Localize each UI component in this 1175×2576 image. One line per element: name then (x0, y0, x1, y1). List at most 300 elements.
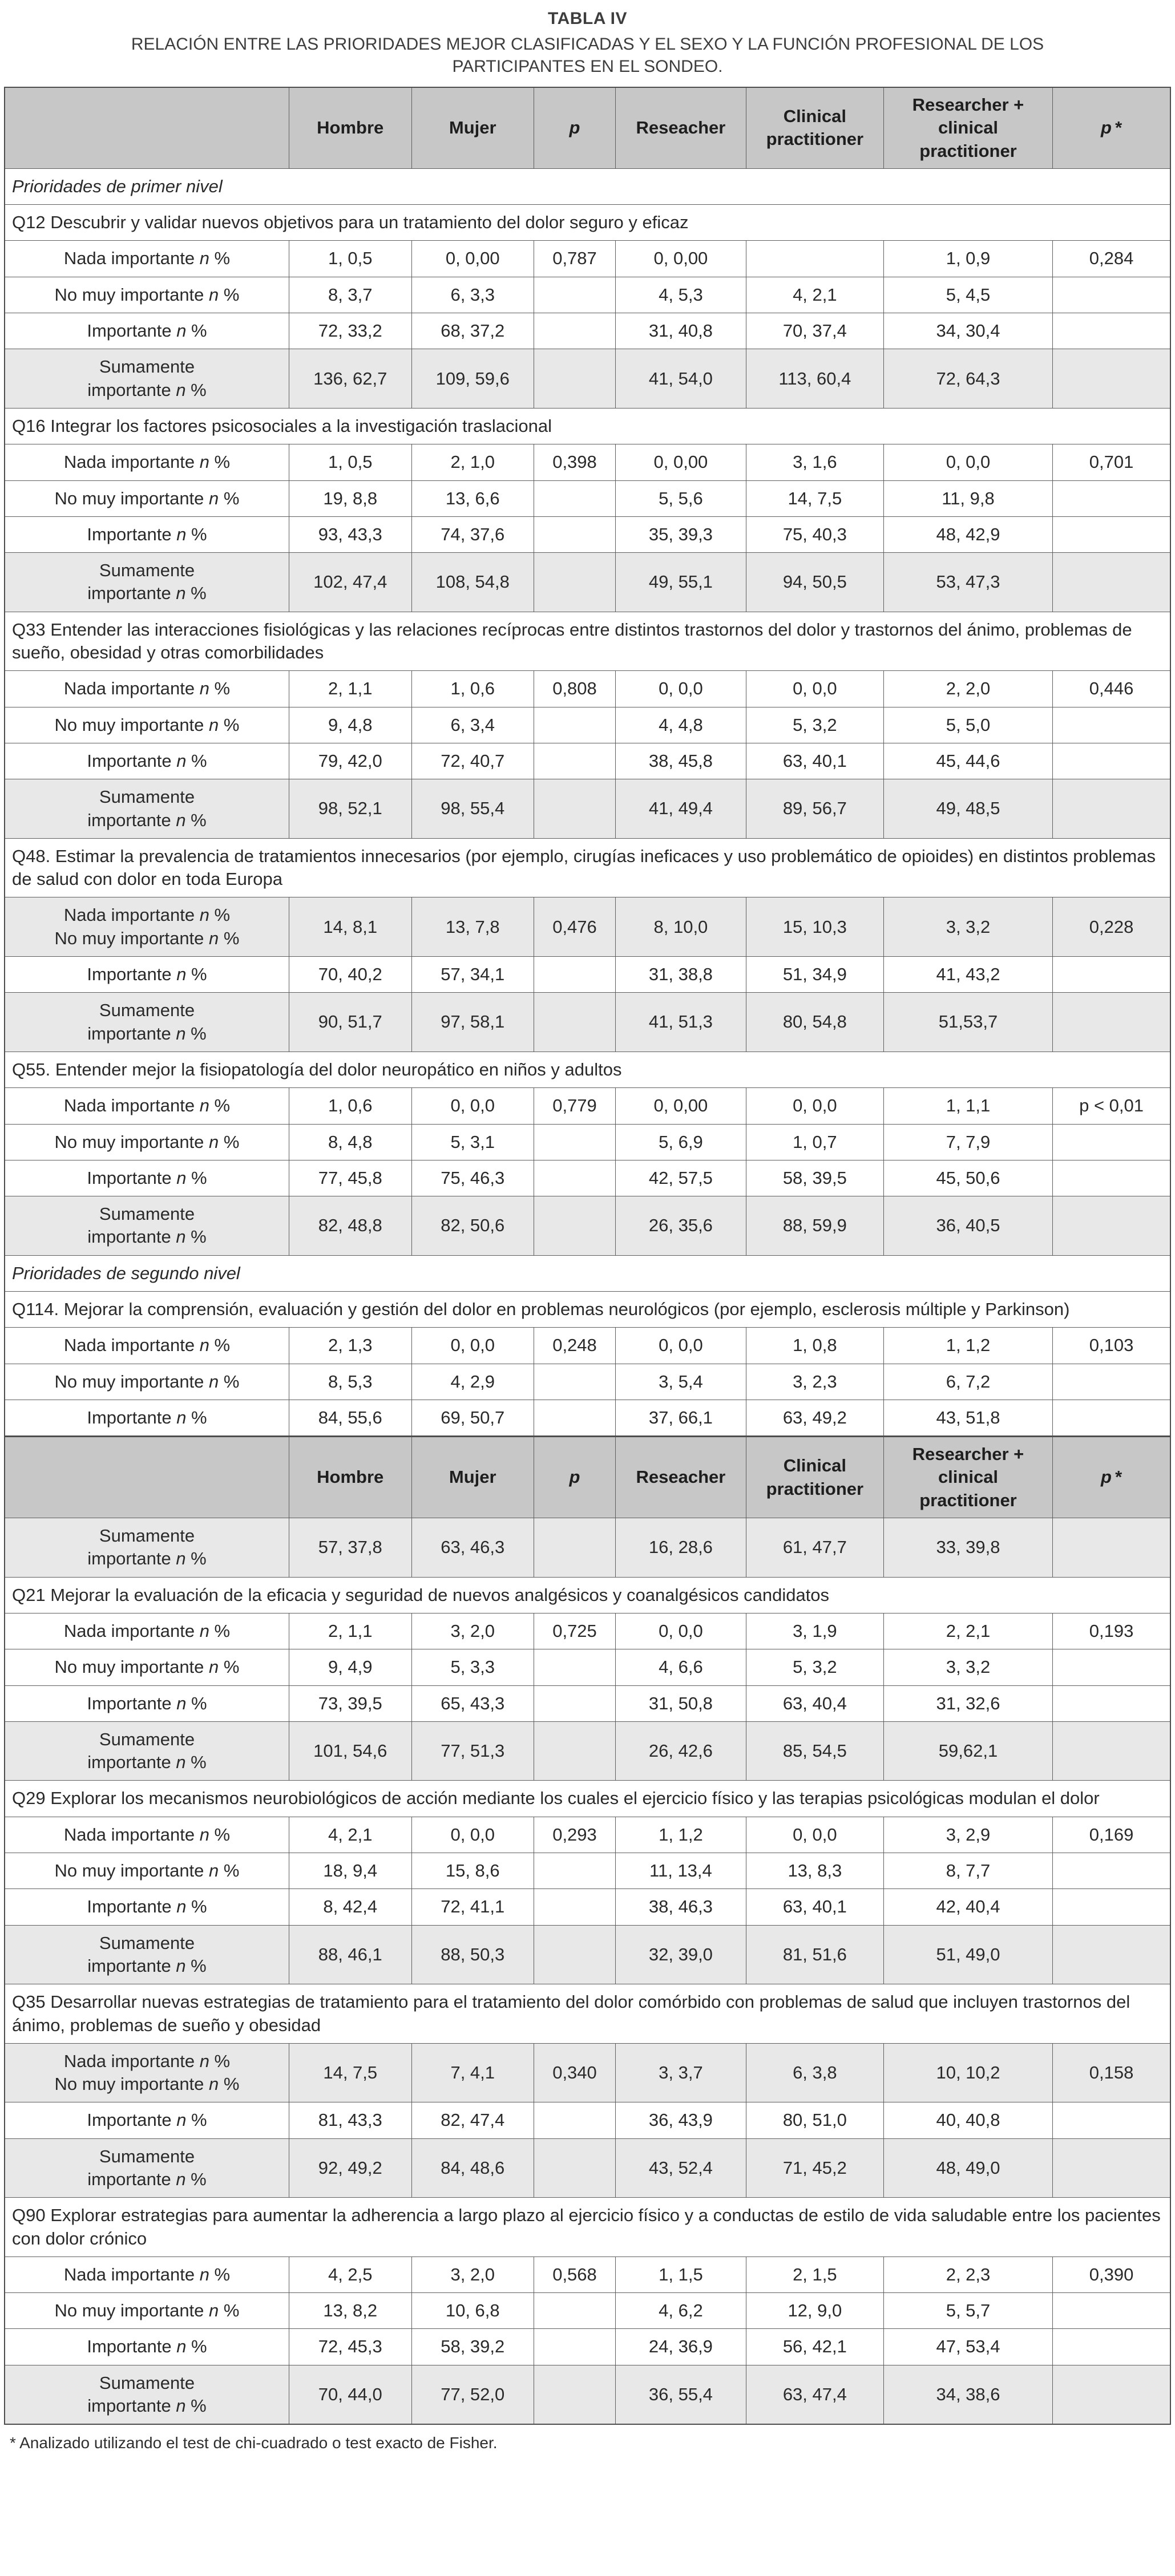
footnote: * Analizado utilizando el test de chi-cuadrado o test exacto de Fisher. (10, 2434, 498, 2452)
value-cell (534, 1925, 616, 1984)
row-label: No muy importante n % (5, 2293, 289, 2329)
value-cell (534, 2329, 616, 2365)
data-row (5, 277, 1170, 313)
value-cell (1053, 1685, 1170, 1721)
value-cell: 97, 58,1 (411, 993, 534, 1052)
question-text: Q48. Estimar la prevalencia de tratamientos innecesarios (por ejemplo, cirugías ineficaces y uso problemático de opioides) en distintos problemas de salud con dolor en toda Europa (5, 838, 1170, 897)
value-cell: 88, 50,3 (411, 1925, 534, 1984)
data-row (5, 779, 1170, 839)
value-cell: 0,787 (534, 241, 616, 277)
value-cell: 3, 5,4 (616, 1364, 746, 1400)
data-row (5, 1364, 1170, 1400)
column-header-blank (5, 1437, 289, 1518)
table-header-row-repeat (5, 1437, 1170, 1518)
value-cell: 14, 8,1 (289, 897, 412, 957)
value-cell: 1, 0,8 (746, 1328, 883, 1364)
section-row (5, 1255, 1170, 1291)
question-text: Q12 Descubrir y validar nuevos objetivos para un tratamiento del dolor seguro y eficaz (5, 205, 1170, 241)
row-label: Nada importante n % (5, 241, 289, 277)
value-cell: 45, 50,6 (883, 1160, 1052, 1196)
data-row (5, 2102, 1170, 2138)
value-cell: 5, 5,6 (616, 480, 746, 516)
value-cell: 6, 3,4 (411, 707, 534, 743)
row-label: Sumamente importante n % (5, 2138, 289, 2198)
value-cell: 75, 46,3 (411, 1160, 534, 1196)
value-cell: 63, 47,4 (746, 2365, 883, 2424)
value-cell: 41, 49,4 (616, 779, 746, 839)
value-cell (534, 553, 616, 612)
value-cell: 13, 8,3 (746, 1853, 883, 1889)
value-cell: 63, 40,1 (746, 1889, 883, 1925)
value-cell: 0,293 (534, 1817, 616, 1853)
value-cell (534, 1124, 616, 1160)
value-cell (1053, 1160, 1170, 1196)
value-cell: 7, 7,9 (883, 1124, 1052, 1160)
value-cell: 74, 37,6 (411, 516, 534, 552)
value-cell: 0,701 (1053, 444, 1170, 480)
value-cell: 10, 10,2 (883, 2043, 1052, 2102)
value-cell: 70, 40,2 (289, 957, 412, 993)
value-cell: 8, 42,4 (289, 1889, 412, 1925)
column-header-mujer: Mujer (411, 87, 534, 168)
value-cell: 42, 40,4 (883, 1889, 1052, 1925)
value-cell: 49, 55,1 (616, 553, 746, 612)
value-cell: 14, 7,5 (746, 480, 883, 516)
value-cell (1053, 2329, 1170, 2365)
value-cell: 49, 48,5 (883, 779, 1052, 839)
data-row (5, 2043, 1170, 2102)
value-cell: 81, 51,6 (746, 1925, 883, 1984)
data-row (5, 1613, 1170, 1649)
value-cell: 90, 51,7 (289, 993, 412, 1052)
value-cell (534, 1853, 616, 1889)
value-cell: 0,158 (1053, 2043, 1170, 2102)
value-cell: 38, 46,3 (616, 1889, 746, 1925)
row-label: No muy importante n % (5, 1649, 289, 1685)
value-cell (534, 993, 616, 1052)
value-cell: 0, 0,00 (616, 1088, 746, 1124)
value-cell: 58, 39,2 (411, 2329, 534, 2365)
value-cell (1053, 743, 1170, 779)
value-cell: 3, 2,0 (411, 1613, 534, 1649)
value-cell: 0, 0,00 (616, 444, 746, 480)
data-row (5, 1328, 1170, 1364)
value-cell: 31, 40,8 (616, 313, 746, 349)
value-cell (534, 1400, 616, 1436)
value-cell: 4, 2,1 (289, 1817, 412, 1853)
value-cell (1053, 2102, 1170, 2138)
value-cell: 0, 0,00 (616, 241, 746, 277)
value-cell: 37, 66,1 (616, 1400, 746, 1436)
value-cell (1053, 2365, 1170, 2424)
data-row (5, 1685, 1170, 1721)
value-cell (1053, 1124, 1170, 1160)
section-row (5, 168, 1170, 204)
row-label: Importante n % (5, 1889, 289, 1925)
value-cell: 31, 38,8 (616, 957, 746, 993)
value-cell: 63, 40,1 (746, 743, 883, 779)
row-label: Importante n % (5, 2329, 289, 2365)
value-cell: 77, 52,0 (411, 2365, 534, 2424)
value-cell: 63, 40,4 (746, 1685, 883, 1721)
value-cell: 18, 9,4 (289, 1853, 412, 1889)
data-row (5, 897, 1170, 957)
value-cell: 43, 51,8 (883, 1400, 1052, 1436)
value-cell: 31, 32,6 (883, 1685, 1052, 1721)
question-text: Q35 Desarrollar nuevas estrategias de tratamiento para el tratamiento del dolor comórbido con problemas de salud que incluyen trastornos del ánimo, problemas de sueño y obesidad (5, 1984, 1170, 2044)
value-cell: 72, 41,1 (411, 1889, 534, 1925)
table-title: TABLA IV (548, 9, 627, 28)
value-cell: 4, 2,1 (746, 277, 883, 313)
value-cell: 77, 45,8 (289, 1160, 412, 1196)
section-title: Prioridades de segundo nivel (5, 1255, 1170, 1291)
value-cell (534, 1649, 616, 1685)
value-cell: 42, 57,5 (616, 1160, 746, 1196)
value-cell (1053, 1518, 1170, 1578)
row-label: Importante n % (5, 1160, 289, 1196)
data-row (5, 2256, 1170, 2292)
value-cell (534, 1518, 616, 1578)
value-cell: 61, 47,7 (746, 1518, 883, 1578)
value-cell: 1, 0,9 (883, 241, 1052, 277)
value-cell (534, 1685, 616, 1721)
value-cell: 0,284 (1053, 241, 1170, 277)
data-row (5, 1721, 1170, 1781)
value-cell: 33, 39,8 (883, 1518, 1052, 1578)
value-cell (1053, 1889, 1170, 1925)
value-cell: 72, 64,3 (883, 349, 1052, 409)
value-cell: 93, 43,3 (289, 516, 412, 552)
value-cell: 70, 44,0 (289, 2365, 412, 2424)
question-text: Q33 Entender las interacciones fisiológicas y las relaciones recíprocas entre distintos trastornos del dolor y trastornos del ánimo, problemas de sueño, obesidad y otras comorbilidades (5, 612, 1170, 671)
data-row (5, 1889, 1170, 1925)
row-label: Nada importante n % No muy importante n % (5, 2043, 289, 2102)
value-cell: 0, 0,0 (616, 1613, 746, 1649)
question-text: Q16 Integrar los factores psicosociales a la investigación traslacional (5, 408, 1170, 444)
value-cell: 56, 42,1 (746, 2329, 883, 2365)
value-cell: 0,390 (1053, 2256, 1170, 2292)
value-cell (1053, 516, 1170, 552)
data-row (5, 516, 1170, 552)
value-cell: 41, 43,2 (883, 957, 1052, 993)
column-header-blank (5, 87, 289, 168)
value-cell: 2, 2,1 (883, 1613, 1052, 1649)
value-cell: 3, 2,9 (883, 1817, 1052, 1853)
value-cell: 5, 6,9 (616, 1124, 746, 1160)
value-cell: 75, 40,3 (746, 516, 883, 552)
value-cell: 11, 9,8 (883, 480, 1052, 516)
row-label: Importante n % (5, 1400, 289, 1436)
value-cell: 2, 1,0 (411, 444, 534, 480)
value-cell: 16, 28,6 (616, 1518, 746, 1578)
row-label: Sumamente importante n % (5, 553, 289, 612)
value-cell: 84, 55,6 (289, 1400, 412, 1436)
data-row (5, 349, 1170, 409)
data-row (5, 1088, 1170, 1124)
column-header-p: p * (1053, 1437, 1170, 1518)
value-cell: 41, 54,0 (616, 349, 746, 409)
value-cell: 0, 0,0 (746, 1088, 883, 1124)
value-cell: 71, 45,2 (746, 2138, 883, 2198)
value-cell: 36, 55,4 (616, 2365, 746, 2424)
row-label: Sumamente importante n % (5, 1925, 289, 1984)
question-text: Q55. Entender mejor la fisiopatología del dolor neuropático en niños y adultos (5, 1052, 1170, 1087)
value-cell (1053, 1721, 1170, 1781)
data-row (5, 1196, 1170, 1256)
value-cell: 0, 0,0 (746, 671, 883, 707)
value-cell: 0, 0,0 (411, 1328, 534, 1364)
value-cell: 79, 42,0 (289, 743, 412, 779)
value-cell: 82, 48,8 (289, 1196, 412, 1256)
value-cell: 1, 0,5 (289, 241, 412, 277)
data-row (5, 1649, 1170, 1685)
value-cell: 40, 40,8 (883, 2102, 1052, 2138)
value-cell: 51, 49,0 (883, 1925, 1052, 1984)
value-cell: 8, 4,8 (289, 1124, 412, 1160)
value-cell: 0,248 (534, 1328, 616, 1364)
value-cell: 1, 1,1 (883, 1088, 1052, 1124)
value-cell (1053, 1925, 1170, 1984)
value-cell: 0, 0,0 (411, 1817, 534, 1853)
value-cell (534, 957, 616, 993)
value-cell (534, 1721, 616, 1781)
value-cell: 1, 1,2 (616, 1817, 746, 1853)
data-row (5, 2293, 1170, 2329)
row-label: No muy importante n % (5, 277, 289, 313)
value-cell: 48, 49,0 (883, 2138, 1052, 2198)
value-cell: 51,53,7 (883, 993, 1052, 1052)
column-header-hombre: Hombre (289, 87, 412, 168)
value-cell: 82, 47,4 (411, 2102, 534, 2138)
value-cell: 12, 9,0 (746, 2293, 883, 2329)
row-label: No muy importante n % (5, 1853, 289, 1889)
value-cell: 0, 0,0 (616, 671, 746, 707)
value-cell: 4, 6,6 (616, 1649, 746, 1685)
value-cell (534, 1364, 616, 1400)
value-cell: 57, 34,1 (411, 957, 534, 993)
value-cell: 8, 5,3 (289, 1364, 412, 1400)
value-cell (534, 480, 616, 516)
value-cell (534, 1196, 616, 1256)
value-cell: 36, 43,9 (616, 2102, 746, 2138)
column-header-p: p * (1053, 87, 1170, 168)
question-row (5, 612, 1170, 671)
data-row (5, 2365, 1170, 2424)
value-cell: 5, 4,5 (883, 277, 1052, 313)
value-cell (534, 2293, 616, 2329)
value-cell (534, 1160, 616, 1196)
row-label: Nada importante n % (5, 2256, 289, 2292)
row-label: Nada importante n % (5, 1328, 289, 1364)
column-header-reseacher: Reseacher (616, 87, 746, 168)
value-cell: 5, 5,0 (883, 707, 1052, 743)
column-header-clinical-practitioner: Clinical practitioner (746, 1437, 883, 1518)
value-cell: 5, 5,7 (883, 2293, 1052, 2329)
value-cell: 9, 4,8 (289, 707, 412, 743)
value-cell (1053, 480, 1170, 516)
value-cell: 19, 8,8 (289, 480, 412, 516)
value-cell: 113, 60,4 (746, 349, 883, 409)
row-label: Nada importante n % (5, 1613, 289, 1649)
value-cell: 4, 4,8 (616, 707, 746, 743)
value-cell: 72, 45,3 (289, 2329, 412, 2365)
value-cell: 13, 8,2 (289, 2293, 412, 2329)
value-cell: 0,340 (534, 2043, 616, 2102)
value-cell: 1, 0,6 (411, 671, 534, 707)
data-row (5, 1925, 1170, 1984)
value-cell (1053, 779, 1170, 839)
value-cell: 4, 6,2 (616, 2293, 746, 2329)
data-row (5, 444, 1170, 480)
value-cell: 14, 7,5 (289, 2043, 412, 2102)
column-header-mujer: Mujer (411, 1437, 534, 1518)
column-header-researcher-clinical-practitioner: Researcher + clinical practitioner (883, 1437, 1052, 1518)
value-cell (534, 313, 616, 349)
data-row (5, 1853, 1170, 1889)
value-cell: 36, 40,5 (883, 1196, 1052, 1256)
value-cell: 0, 0,0 (883, 444, 1052, 480)
row-label: No muy importante n % (5, 1124, 289, 1160)
value-cell: 82, 50,6 (411, 1196, 534, 1256)
value-cell: 2, 1,3 (289, 1328, 412, 1364)
value-cell: 47, 53,4 (883, 2329, 1052, 2365)
value-cell: 85, 54,5 (746, 1721, 883, 1781)
value-cell: 65, 43,3 (411, 1685, 534, 1721)
question-row (5, 2198, 1170, 2257)
question-row (5, 1781, 1170, 1817)
value-cell (534, 277, 616, 313)
value-cell: 0,808 (534, 671, 616, 707)
data-row (5, 2138, 1170, 2198)
row-label: Sumamente importante n % (5, 779, 289, 839)
value-cell: 98, 52,1 (289, 779, 412, 839)
value-cell (534, 349, 616, 409)
value-cell: 32, 39,0 (616, 1925, 746, 1984)
value-cell: 102, 47,4 (289, 553, 412, 612)
value-cell: 43, 52,4 (616, 2138, 746, 2198)
value-cell: 98, 55,4 (411, 779, 534, 839)
value-cell: 0, 0,0 (746, 1817, 883, 1853)
value-cell: 92, 49,2 (289, 2138, 412, 2198)
value-cell: 4, 2,9 (411, 1364, 534, 1400)
value-cell: 2, 1,5 (746, 2256, 883, 2292)
question-row (5, 838, 1170, 897)
title-block (4, 9, 1171, 78)
value-cell: 0,169 (1053, 1817, 1170, 1853)
value-cell: 26, 35,6 (616, 1196, 746, 1256)
value-cell: 5, 3,3 (411, 1649, 534, 1685)
value-cell: 3, 1,9 (746, 1613, 883, 1649)
question-text: Q90 Explorar estrategias para aumentar la adherencia a largo plazo al ejercicio físico y a conductas de estilo de vida saludable entre los pacientes con dolor crónico (5, 2198, 1170, 2257)
data-row (5, 553, 1170, 612)
column-header-p: p (534, 87, 616, 168)
table-subtitle: RELACIÓN ENTRE LAS PRIORIDADES MEJOR CLASIFICADAS Y EL SEXO Y LA FUNCIÓN PROFESIONAL DE LOS PARTICIPANTES EN EL SONDEO. (131, 35, 1044, 76)
value-cell: 3, 2,3 (746, 1364, 883, 1400)
value-cell (1053, 313, 1170, 349)
value-cell: 108, 54,8 (411, 553, 534, 612)
value-cell: 94, 50,5 (746, 553, 883, 612)
data-row (5, 707, 1170, 743)
value-cell: 5, 3,2 (746, 1649, 883, 1685)
value-cell: 3, 1,6 (746, 444, 883, 480)
value-cell: 3, 3,2 (883, 1649, 1052, 1685)
value-cell: 53, 47,3 (883, 553, 1052, 612)
row-label: Sumamente importante n % (5, 2365, 289, 2424)
value-cell: 2, 2,3 (883, 2256, 1052, 2292)
value-cell: 69, 50,7 (411, 1400, 534, 1436)
value-cell (1053, 2293, 1170, 2329)
row-label: Sumamente importante n % (5, 1196, 289, 1256)
value-cell: 0,725 (534, 1613, 616, 1649)
value-cell: 101, 54,6 (289, 1721, 412, 1781)
question-row (5, 1984, 1170, 2044)
question-text: Q21 Mejorar la evaluación de la eficacia y seguridad de nuevos analgésicos y coanalgésicos candidatos (5, 1577, 1170, 1613)
value-cell: 0,446 (1053, 671, 1170, 707)
value-cell: 5, 3,2 (746, 707, 883, 743)
value-cell: 89, 56,7 (746, 779, 883, 839)
value-cell: 0, 0,0 (616, 1328, 746, 1364)
value-cell: 7, 4,1 (411, 2043, 534, 2102)
value-cell: 38, 45,8 (616, 743, 746, 779)
value-cell: 68, 37,2 (411, 313, 534, 349)
value-cell: 0,476 (534, 897, 616, 957)
value-cell (1053, 993, 1170, 1052)
question-row (5, 1577, 1170, 1613)
value-cell: 136, 62,7 (289, 349, 412, 409)
value-cell: 1, 0,6 (289, 1088, 412, 1124)
value-cell (1053, 1400, 1170, 1436)
value-cell: 2, 1,1 (289, 671, 412, 707)
question-row (5, 408, 1170, 444)
value-cell: 1, 0,5 (289, 444, 412, 480)
value-cell (1053, 349, 1170, 409)
value-cell (534, 779, 616, 839)
value-cell: 72, 33,2 (289, 313, 412, 349)
data-row (5, 671, 1170, 707)
value-cell: 0, 0,00 (411, 241, 534, 277)
row-label: Nada importante n % No muy importante n % (5, 897, 289, 957)
value-cell: 5, 3,1 (411, 1124, 534, 1160)
value-cell (1053, 1196, 1170, 1256)
value-cell: 3, 3,2 (883, 897, 1052, 957)
data-row (5, 2329, 1170, 2365)
value-cell: 72, 40,7 (411, 743, 534, 779)
row-label: Nada importante n % (5, 444, 289, 480)
value-cell: 11, 13,4 (616, 1853, 746, 1889)
column-header-hombre: Hombre (289, 1437, 412, 1518)
value-cell: 45, 44,6 (883, 743, 1052, 779)
value-cell (534, 1889, 616, 1925)
data-row (5, 1817, 1170, 1853)
data-row (5, 957, 1170, 993)
data-row (5, 1124, 1170, 1160)
value-cell: 15, 10,3 (746, 897, 883, 957)
question-text: Q29 Explorar los mecanismos neurobiológicos de acción mediante los cuales el ejercicio físico y las terapias psicológicas modulan el dolor (5, 1781, 1170, 1817)
value-cell: 41, 51,3 (616, 993, 746, 1052)
value-cell: 0,568 (534, 2256, 616, 2292)
value-cell: 8, 7,7 (883, 1853, 1052, 1889)
value-cell (534, 2365, 616, 2424)
column-header-clinical-practitioner: Clinical practitioner (746, 87, 883, 168)
value-cell: 0,228 (1053, 897, 1170, 957)
data-row (5, 743, 1170, 779)
value-cell: 1, 1,2 (883, 1328, 1052, 1364)
value-cell (534, 516, 616, 552)
value-cell: 80, 54,8 (746, 993, 883, 1052)
row-label: Sumamente importante n % (5, 993, 289, 1052)
value-cell: 88, 46,1 (289, 1925, 412, 1984)
value-cell: 73, 39,5 (289, 1685, 412, 1721)
